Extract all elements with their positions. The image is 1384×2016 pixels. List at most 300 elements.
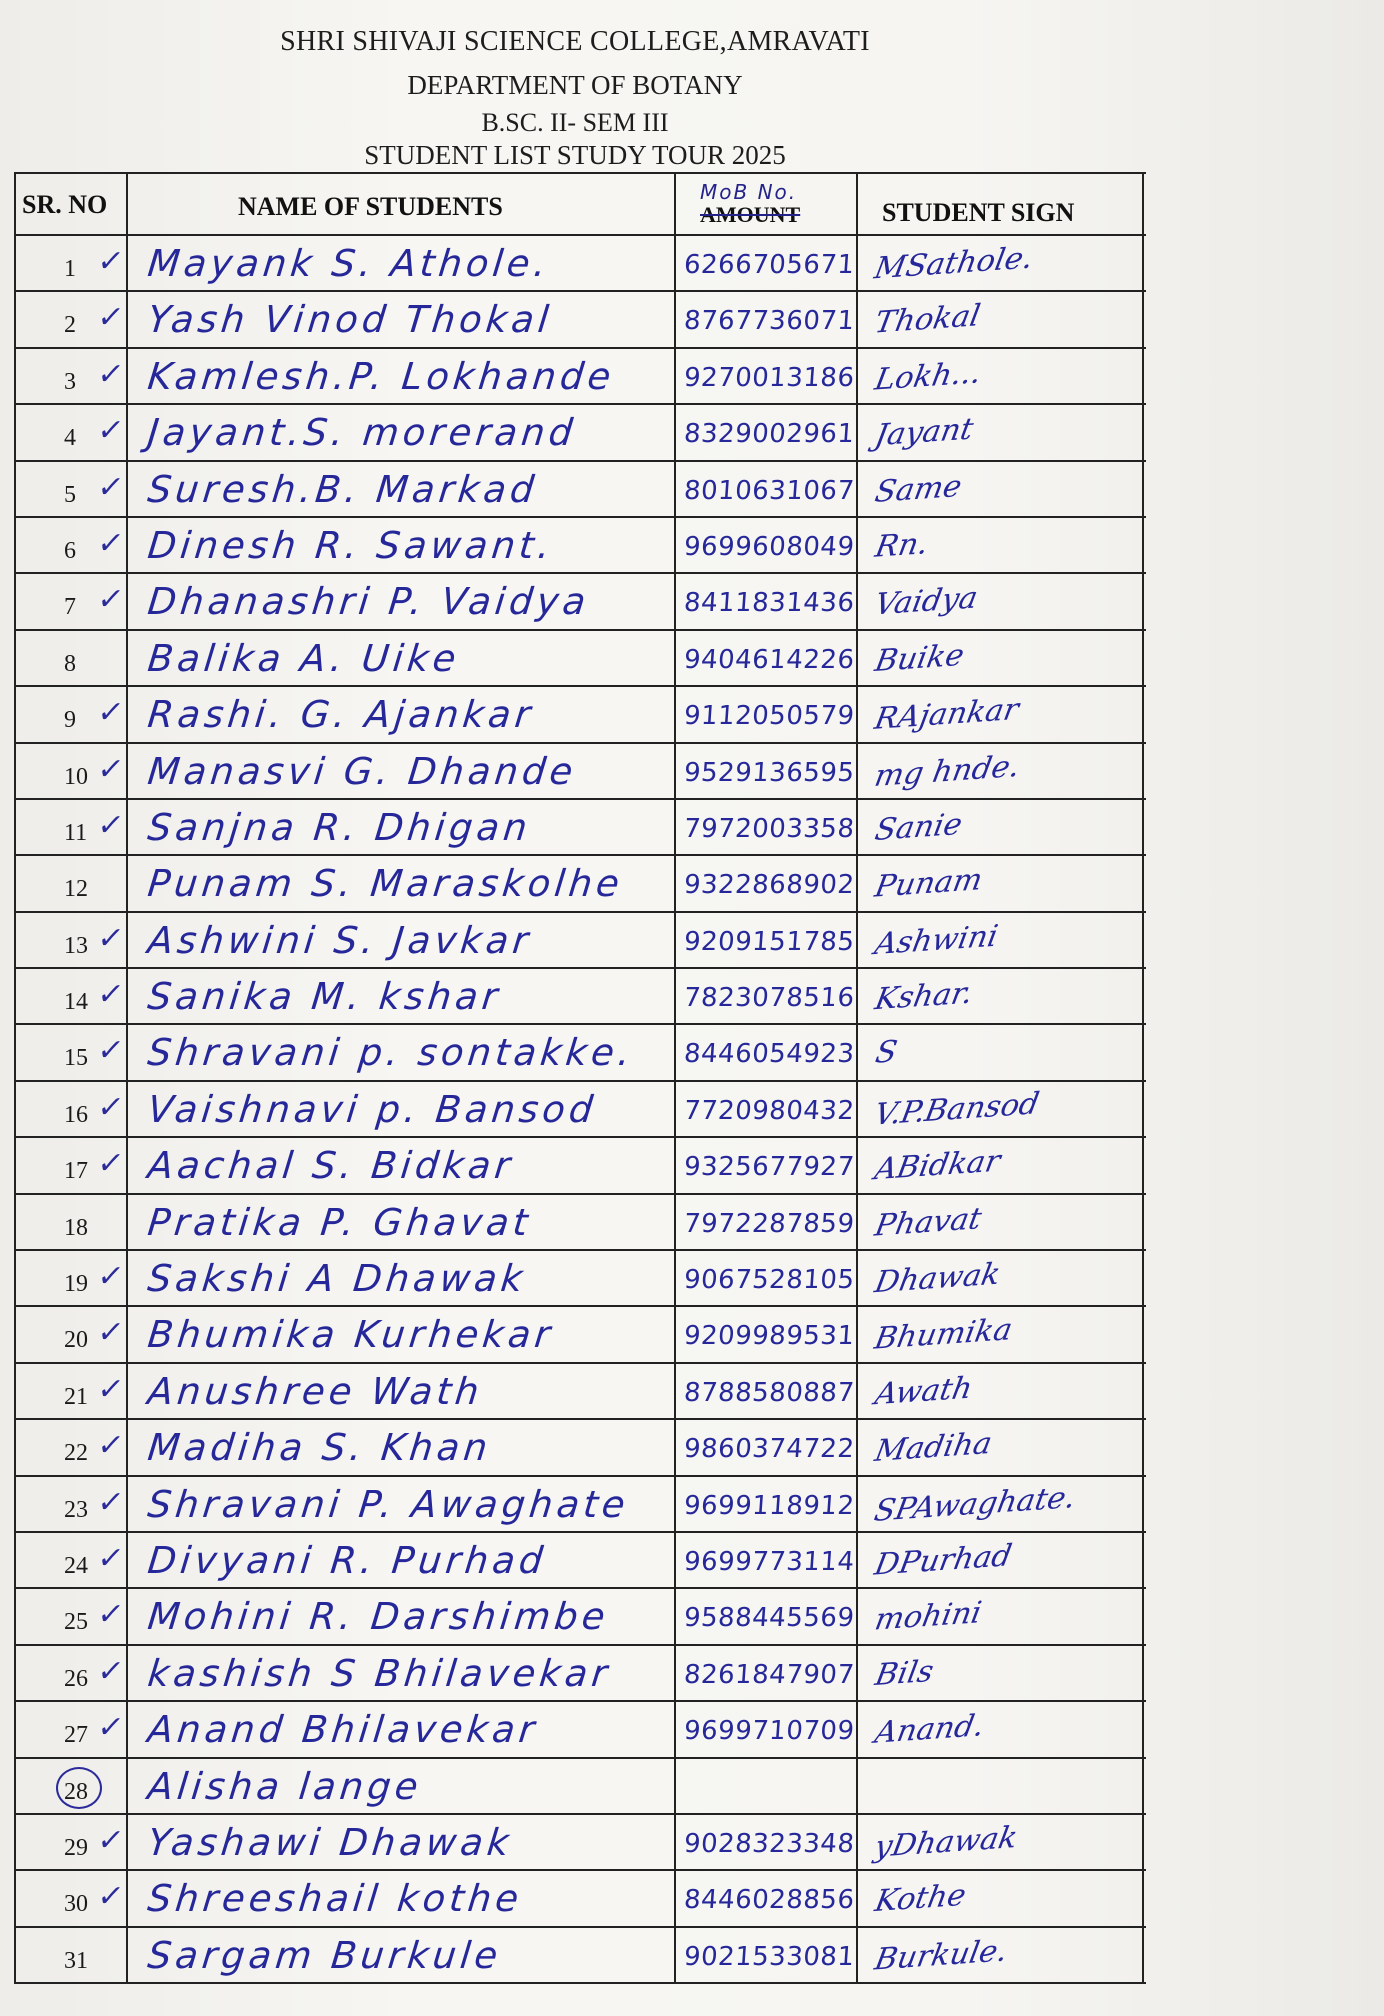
table-row <box>16 856 1146 912</box>
sr-no: 3 <box>64 368 76 395</box>
student-name: Shravani p. sontakke. <box>145 1031 637 1075</box>
name-cell <box>128 744 676 798</box>
student-signature: mohini <box>872 1595 985 1638</box>
sr-no: 17 <box>64 1158 88 1185</box>
sr-no-cell <box>16 1364 128 1418</box>
sr-no-cell <box>16 969 128 1023</box>
name-cell <box>128 1082 676 1136</box>
mobile-cell <box>676 1702 858 1756</box>
name-cell <box>128 1477 676 1531</box>
student-name: Ashwini S. Javkar <box>145 918 535 962</box>
mobile-cell <box>676 349 858 403</box>
name-cell <box>128 349 676 403</box>
sr-no: 11 <box>64 819 88 846</box>
name-cell <box>128 1815 676 1869</box>
mobile-number: 9860374722 <box>682 1434 856 1465</box>
mobile-cell <box>676 405 858 459</box>
student-signature: Sanie <box>872 806 965 848</box>
mobile-cell <box>676 744 858 798</box>
student-signature: MSathole. <box>871 240 1036 287</box>
student-name: Sargam Burkule <box>145 1933 504 1977</box>
table-row <box>16 1702 1146 1758</box>
sr-no: 5 <box>64 481 76 508</box>
student-signature: Rn. <box>872 526 931 565</box>
table-row <box>16 1815 1146 1871</box>
table-row <box>16 236 1146 292</box>
mobile-cell <box>676 1195 858 1249</box>
sr-no-cell <box>16 1871 128 1925</box>
sign-cell <box>858 1871 1144 1925</box>
name-cell <box>128 800 676 854</box>
mobile-cell <box>676 1477 858 1531</box>
sr-no-cell <box>16 687 128 741</box>
name-cell <box>128 1195 676 1249</box>
student-name: Rashi. G. Ajankar <box>145 693 537 737</box>
name-cell <box>128 1589 676 1643</box>
student-name: Madiha S. Khan <box>145 1426 494 1470</box>
sign-cell <box>858 292 1144 346</box>
tick-mark-icon: ✓ <box>94 1428 127 1464</box>
student-signature: Dhawak <box>871 1256 1004 1301</box>
sign-cell <box>858 1928 1144 1982</box>
department-name: DEPARTMENT OF BOTANY <box>407 70 743 100</box>
tick-mark-icon: ✓ <box>94 1653 127 1689</box>
table-row <box>16 1138 1146 1194</box>
mobile-cell <box>676 913 858 967</box>
mobile-number: 8261847907 <box>682 1659 856 1690</box>
sr-no: 14 <box>64 989 88 1016</box>
tick-mark-icon: ✓ <box>94 1540 127 1576</box>
student-signature: Anand. <box>872 1708 987 1751</box>
name-cell <box>128 913 676 967</box>
student-signature: Awath <box>872 1370 976 1413</box>
sr-no: 31 <box>64 1947 88 1974</box>
sr-no-cell <box>16 1138 128 1192</box>
header-amount-struck: AMOUNT <box>700 202 801 227</box>
mobile-number: 8446054923 <box>682 1039 856 1070</box>
student-signature: Lokh... <box>872 355 985 398</box>
student-name: Dhanashri P. Vaidya <box>145 580 592 624</box>
sign-cell <box>858 349 1144 403</box>
student-name: Balika A. Uike <box>145 636 462 680</box>
mobile-number: 6266705671 <box>682 250 856 280</box>
sign-cell <box>858 1702 1144 1756</box>
student-name: Sanjna R. Dhigan <box>145 805 534 849</box>
tick-mark-icon: ✓ <box>94 525 127 561</box>
table-row <box>16 1251 1146 1307</box>
mobile-cell <box>676 1307 858 1361</box>
sign-cell <box>858 405 1144 459</box>
sign-cell <box>858 856 1144 910</box>
sr-no: 9 <box>64 707 76 734</box>
college-name: SHRI SHIVAJI SCIENCE COLLEGE,AMRAVATI <box>280 26 870 57</box>
tick-mark-icon: ✓ <box>94 1597 127 1633</box>
sr-no-cell <box>16 1646 128 1700</box>
sr-no-cell <box>16 574 128 628</box>
list-title: STUDENT LIST STUDY TOUR 2025 <box>364 140 786 170</box>
mobile-cell <box>676 1589 858 1643</box>
table-header-row <box>16 174 1146 236</box>
mobile-number: 8446028856 <box>682 1885 856 1916</box>
student-signature: yDhawak <box>871 1820 1021 1865</box>
name-cell <box>128 1420 676 1474</box>
sr-no: 4 <box>64 425 76 452</box>
header-name: NAME OF STUDENTS <box>128 174 676 234</box>
sr-no-cell <box>16 1533 128 1587</box>
sign-cell <box>858 1364 1144 1418</box>
sr-no-cell <box>16 1420 128 1474</box>
mobile-number: 9699710709 <box>682 1716 856 1747</box>
sign-cell <box>858 631 1144 685</box>
sr-no: 26 <box>64 1665 88 1692</box>
student-signature: SPAwaghate. <box>871 1479 1079 1529</box>
mobile-number: 9112050579 <box>682 701 856 732</box>
mobile-number: 9325677927 <box>682 1152 856 1183</box>
sr-no: 27 <box>64 1722 88 1749</box>
mobile-cell <box>676 1815 858 1869</box>
mobile-cell <box>676 518 858 572</box>
table-row <box>16 1307 1146 1363</box>
tick-mark-icon: ✓ <box>94 582 127 618</box>
header-mobile-handwritten: MoB No. <box>700 180 798 204</box>
student-signature: V.P.Bansod <box>871 1086 1042 1133</box>
tick-mark-icon: ✓ <box>94 920 127 956</box>
sr-no: 22 <box>64 1440 88 1467</box>
student-signature: RAjankar <box>871 692 1022 738</box>
table-row <box>16 292 1146 348</box>
sr-no-cell <box>16 1589 128 1643</box>
student-name: Sanika M. kshar <box>145 975 504 1019</box>
sr-no-cell <box>16 405 128 459</box>
sr-no: 28 <box>64 1778 88 1805</box>
tick-mark-icon: ✓ <box>94 1089 127 1125</box>
student-table <box>14 172 1146 1984</box>
sr-no: 6 <box>64 537 76 564</box>
student-signature: DPurhad <box>871 1538 1015 1583</box>
table-row <box>16 913 1146 969</box>
sr-no-cell <box>16 1702 128 1756</box>
mobile-number: 8411831436 <box>682 588 856 619</box>
mobile-number: 9209151785 <box>682 926 856 957</box>
student-signature: Buike <box>872 637 967 679</box>
table-row <box>16 1082 1146 1138</box>
name-cell <box>128 1871 676 1925</box>
mobile-number: 9028323348 <box>682 1828 856 1859</box>
sr-no-cell <box>16 292 128 346</box>
mobile-number: 7972287859 <box>682 1208 856 1239</box>
table-row <box>16 1420 1146 1476</box>
mobile-number: 9699773114 <box>682 1546 856 1577</box>
mobile-cell <box>676 462 858 516</box>
name-cell <box>128 236 676 290</box>
tick-mark-icon: ✓ <box>94 1371 127 1407</box>
sr-no-cell <box>16 1477 128 1531</box>
sign-cell <box>858 1589 1144 1643</box>
student-name: Bhumika Kurhekar <box>145 1313 557 1357</box>
sign-cell <box>858 236 1144 290</box>
mobile-cell <box>676 1928 858 1982</box>
tick-mark-icon: ✓ <box>94 356 127 392</box>
sr-no: 25 <box>64 1609 88 1636</box>
sign-cell <box>858 1533 1144 1587</box>
sr-no-cell <box>16 1307 128 1361</box>
tick-mark-icon: ✓ <box>94 300 127 336</box>
student-name: Anushree Wath <box>145 1369 485 1413</box>
table-row <box>16 1928 1146 1984</box>
table-row <box>16 1759 1146 1815</box>
sign-cell <box>858 687 1144 741</box>
tick-mark-icon: ✓ <box>94 413 127 449</box>
name-cell <box>128 405 676 459</box>
mobile-number: 9699608049 <box>682 531 856 562</box>
student-signature: mg hnde. <box>871 748 1023 794</box>
sr-no: 16 <box>64 1101 88 1128</box>
student-name: Jayant.S. morerand <box>145 411 579 455</box>
mobile-cell <box>676 1364 858 1418</box>
name-cell <box>128 1928 676 1982</box>
sign-cell <box>858 1477 1144 1531</box>
sr-no: 23 <box>64 1496 88 1523</box>
mobile-cell <box>676 1138 858 1192</box>
mobile-number: 9404614226 <box>682 644 856 675</box>
student-name: Yashawi Dhawak <box>145 1820 515 1864</box>
student-signature: Thokal <box>872 298 983 341</box>
sr-no-cell <box>16 856 128 910</box>
table-row <box>16 1533 1146 1589</box>
student-name: Anand Bhilavekar <box>145 1708 541 1752</box>
sign-cell <box>858 462 1144 516</box>
sr-no: 18 <box>64 1214 88 1241</box>
sign-cell <box>858 1646 1144 1700</box>
student-name: Vaishnavi p. Bansod <box>145 1087 599 1131</box>
sr-no: 15 <box>64 1045 88 1072</box>
student-name: Aachal S. Bidkar <box>145 1144 517 1188</box>
mobile-cell <box>676 292 858 346</box>
sr-no: 13 <box>64 932 88 959</box>
mobile-cell <box>676 574 858 628</box>
table-row <box>16 574 1146 630</box>
table-row <box>16 1025 1146 1081</box>
name-cell <box>128 1702 676 1756</box>
sign-cell <box>858 1759 1144 1813</box>
mobile-cell <box>676 631 858 685</box>
sign-cell <box>858 1307 1144 1361</box>
class-name: B.SC. II- SEM III <box>481 108 669 137</box>
sr-no-cell <box>16 462 128 516</box>
sr-no: 19 <box>64 1271 88 1298</box>
mobile-cell <box>676 1025 858 1079</box>
student-signature: Jayant <box>872 411 976 454</box>
sign-cell <box>858 574 1144 628</box>
sr-no-cell <box>16 1025 128 1079</box>
sr-no: 29 <box>64 1834 88 1861</box>
sr-no-cell <box>16 1195 128 1249</box>
student-name: Mayank S. Athole. <box>145 242 552 285</box>
table-row <box>16 1871 1146 1927</box>
student-name: Sakshi A Dhawak <box>145 1257 529 1301</box>
mobile-cell <box>676 687 858 741</box>
mobile-cell <box>676 1646 858 1700</box>
student-signature: Punam <box>872 862 986 905</box>
student-name: Mohini R. Darshimbe <box>145 1595 611 1639</box>
name-cell <box>128 518 676 572</box>
sign-cell <box>858 518 1144 572</box>
student-signature: ABidkar <box>871 1144 1003 1188</box>
table-row <box>16 1589 1146 1645</box>
student-signature: Vaidya <box>872 580 981 623</box>
mobile-cell <box>676 800 858 854</box>
table-row <box>16 631 1146 687</box>
table-row <box>16 800 1146 856</box>
name-cell <box>128 1646 676 1700</box>
name-cell <box>128 1307 676 1361</box>
mobile-number: 8767736071 <box>682 306 856 337</box>
student-name: Pratika P. Ghavat <box>145 1200 534 1244</box>
name-cell <box>128 631 676 685</box>
mobile-number: 9021533081 <box>682 1941 856 1972</box>
mobile-cell <box>676 1420 858 1474</box>
sign-cell <box>858 1815 1144 1869</box>
sr-no-cell <box>16 631 128 685</box>
sign-cell <box>858 969 1144 1023</box>
sr-no: 24 <box>64 1552 88 1579</box>
sign-cell <box>858 1138 1144 1192</box>
student-signature: Same <box>872 468 965 510</box>
student-name: Divyani R. Purhad <box>145 1538 549 1582</box>
table-row <box>16 349 1146 405</box>
sr-no-cell <box>16 1759 128 1813</box>
tick-mark-icon: ✓ <box>94 1259 127 1295</box>
sr-no: 1 <box>64 256 76 282</box>
table-row <box>16 1646 1146 1702</box>
sr-no: 2 <box>64 312 76 339</box>
sign-cell <box>858 1420 1144 1474</box>
mobile-cell <box>676 856 858 910</box>
sign-cell <box>858 1195 1144 1249</box>
name-cell <box>128 687 676 741</box>
sr-no: 10 <box>64 763 88 790</box>
header-mobile <box>676 174 858 234</box>
student-name: Yash Vinod Thokal <box>145 298 555 342</box>
sr-no: 21 <box>64 1383 88 1410</box>
student-name: Punam S. Maraskolhe <box>145 862 626 906</box>
tick-mark-icon: ✓ <box>94 807 127 843</box>
sign-cell <box>858 913 1144 967</box>
student-signature: Kothe <box>872 1878 969 1920</box>
sr-no-cell <box>16 1815 128 1869</box>
mobile-cell <box>676 969 858 1023</box>
table-row <box>16 1364 1146 1420</box>
sr-no-cell <box>16 518 128 572</box>
sr-no-cell <box>16 913 128 967</box>
table-row <box>16 405 1146 461</box>
mobile-cell <box>676 1082 858 1136</box>
mobile-cell <box>676 236 858 290</box>
mobile-number: 9529136595 <box>682 757 856 788</box>
mobile-number: 9322868902 <box>682 870 856 901</box>
sign-cell <box>858 744 1144 798</box>
mobile-number: 9270013186 <box>682 362 856 393</box>
sr-no: 30 <box>64 1891 88 1918</box>
mobile-cell <box>676 1871 858 1925</box>
student-name: Kamlesh.P. Lokhande <box>145 354 617 398</box>
name-cell <box>128 1025 676 1079</box>
mobile-number: 7720980432 <box>682 1095 856 1126</box>
mobile-number: 8010631067 <box>682 475 856 506</box>
student-name: Dinesh R. Sawant. <box>145 523 556 567</box>
table-row <box>16 462 1146 518</box>
mobile-number: 9588445569 <box>682 1603 856 1634</box>
tick-mark-icon: ✓ <box>94 1033 127 1069</box>
table-row <box>16 969 1146 1025</box>
tick-mark-icon: ✓ <box>94 1879 127 1915</box>
name-cell <box>128 462 676 516</box>
student-name: kashish S Bhilavekar <box>145 1651 614 1695</box>
mobile-number: 9209989531 <box>682 1321 856 1352</box>
mobile-number: 8329002961 <box>682 419 856 450</box>
student-name: Manasvi G. Dhande <box>145 749 579 793</box>
table-row <box>16 744 1146 800</box>
sign-cell <box>858 1082 1144 1136</box>
circle-mark-icon <box>56 1767 102 1809</box>
name-cell <box>128 1759 676 1813</box>
tick-mark-icon: ✓ <box>94 244 127 279</box>
name-cell <box>128 969 676 1023</box>
student-name: Shreeshail kothe <box>145 1877 525 1921</box>
sr-no-cell <box>16 1928 128 1982</box>
student-signature: Burkule. <box>871 1933 1011 1978</box>
table-row <box>16 687 1146 743</box>
student-signature: Bhumika <box>871 1312 1015 1358</box>
tick-mark-icon: ✓ <box>94 1484 127 1520</box>
table-row <box>16 1477 1146 1533</box>
tick-mark-icon: ✓ <box>94 751 127 787</box>
tick-mark-icon: ✓ <box>94 1146 127 1182</box>
tick-mark-icon: ✓ <box>94 1315 127 1351</box>
sign-cell <box>858 800 1144 854</box>
sr-no: 8 <box>64 650 76 677</box>
mobile-number: 7972003358 <box>682 813 856 844</box>
mobile-number: 9699118912 <box>682 1490 856 1521</box>
name-cell <box>128 292 676 346</box>
name-cell <box>128 1138 676 1192</box>
sr-no-cell <box>16 800 128 854</box>
student-signature: Madiha <box>872 1426 995 1470</box>
sr-no: 12 <box>64 876 88 903</box>
mobile-cell <box>676 1759 858 1813</box>
mobile-number: 9067528105 <box>682 1265 856 1296</box>
sr-no-cell <box>16 1251 128 1305</box>
student-signature: Kshar. <box>872 975 976 1018</box>
header-sign: STUDENT SIGN <box>858 174 1144 234</box>
mobile-cell <box>676 1251 858 1305</box>
sr-no-cell <box>16 744 128 798</box>
mobile-cell <box>676 1533 858 1587</box>
student-signature: Phavat <box>872 1201 985 1244</box>
student-signature: S <box>872 1034 900 1072</box>
sr-no: 20 <box>64 1327 88 1354</box>
student-signature: Bils <box>872 1653 937 1693</box>
sign-cell <box>858 1025 1144 1079</box>
table-body <box>16 236 1146 1984</box>
sr-no-cell <box>16 349 128 403</box>
student-name: Suresh.B. Markad <box>145 467 540 511</box>
name-cell <box>128 1364 676 1418</box>
name-cell <box>128 1533 676 1587</box>
tick-mark-icon: ✓ <box>94 1822 127 1858</box>
mobile-number: 7823078516 <box>682 983 856 1014</box>
tick-mark-icon: ✓ <box>94 1710 127 1746</box>
